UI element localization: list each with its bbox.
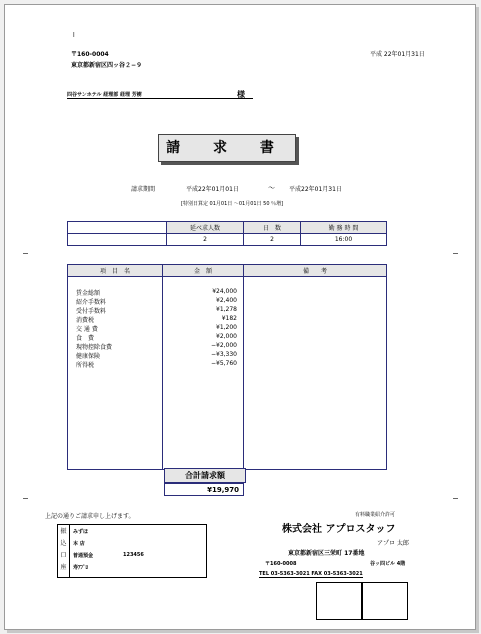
- bank-name: みずほ: [73, 529, 89, 535]
- fold-mark: [453, 253, 458, 254]
- item-name: 健康保険: [76, 353, 101, 360]
- recipient-name: 四谷サンホテル 経理部 経理 芳樹: [67, 92, 142, 98]
- bank-branch: 本 店: [73, 541, 85, 547]
- company-representative: アプロ 太郎: [377, 540, 409, 547]
- item-amount: ¥2,000: [216, 333, 237, 340]
- item-amount: ¥182: [221, 315, 237, 322]
- item-amount: ¥24,000: [212, 288, 237, 295]
- company-postal: 〒160-0008: [265, 561, 297, 567]
- period-separator: 〜: [268, 184, 275, 192]
- item-amount: −¥5,760: [210, 360, 237, 367]
- total-value: ¥19,970: [164, 483, 244, 496]
- fold-mark: [453, 498, 458, 499]
- item-amount: ¥2,400: [216, 297, 237, 304]
- company-building: 谷ッ四ビル 4階: [370, 561, 406, 567]
- stamp-box: [362, 582, 408, 620]
- item-name: 受付手数料: [76, 308, 107, 315]
- fold-mark: [23, 253, 28, 254]
- summary-hours-value: 16:00: [301, 234, 387, 246]
- item-amount: −¥3,330: [210, 351, 237, 358]
- period-note: [特別日算定 01月01日 〜01月01日 50 ％増]: [181, 201, 284, 207]
- item-name: 消費税: [76, 317, 95, 324]
- summary-blank-cell: [68, 234, 167, 246]
- item-name: 交 通 費: [76, 326, 98, 333]
- recipient-postal: 〒160-0004: [71, 51, 109, 58]
- company-address: 東京都新宿区三栄町 17番地: [288, 550, 365, 557]
- item-amount: ¥1,278: [216, 306, 237, 313]
- bank-account-number: 123456: [123, 552, 144, 558]
- document-title: 請 求 書: [158, 134, 296, 162]
- bank-account-box: [57, 524, 207, 578]
- summary-staff-value: 2: [167, 234, 244, 246]
- honorific: 様: [237, 90, 245, 99]
- company-phone: TEL 03-5363-3021 FAX 03-5363-3021: [259, 571, 363, 577]
- corner-mark: l: [73, 32, 75, 39]
- item-name: 所得税: [76, 362, 95, 369]
- recipient-address: 東京都新宿区四ッ谷２−９: [71, 62, 143, 69]
- company-name: 株式会社 アプロスタッフ: [282, 524, 396, 535]
- stamp-box: [316, 582, 362, 620]
- item-name: 賃金総額: [76, 290, 101, 297]
- summary-blank-header: [68, 222, 167, 234]
- summary-header-hours: 勤 務 時 間: [301, 222, 387, 234]
- items-header-amount: 金 額: [163, 265, 244, 277]
- closing-text: 上記の通りご請求申し上げます。: [45, 513, 135, 520]
- summary-header-days: 日 数: [244, 222, 301, 234]
- fold-mark: [23, 498, 28, 499]
- company-registration: 有料職業紹介許可: [355, 512, 396, 518]
- bank-account-type: 普通預金: [73, 553, 94, 559]
- items-header-note: 備 考: [244, 265, 387, 277]
- issue-date: 平成 22年01月31日: [370, 51, 425, 58]
- period-label: 請求期間: [131, 186, 156, 193]
- item-amount: −¥2,000: [210, 342, 237, 349]
- item-name: 食 費: [76, 335, 95, 342]
- item-name: 現物控除食費: [76, 344, 113, 351]
- recipient-name-line: [67, 91, 253, 99]
- item-name: 紹介手数料: [76, 299, 107, 306]
- summary-table: [67, 221, 387, 246]
- items-header-name: 項 目 名: [68, 265, 163, 277]
- period-from: 平成22年01月01日: [186, 186, 239, 193]
- bank-side-label: 振込口座: [58, 525, 70, 577]
- total-label: 合計請求額: [164, 468, 246, 483]
- bank-account-holder: 寿ｱﾌﾟﾛ: [73, 565, 89, 571]
- invoice-page: [4, 4, 476, 630]
- summary-days-value: 2: [244, 234, 301, 246]
- period-to: 平成22年01月31日: [289, 186, 342, 193]
- summary-header-staff: 延べ求人数: [167, 222, 244, 234]
- item-amount: ¥1,200: [216, 324, 237, 331]
